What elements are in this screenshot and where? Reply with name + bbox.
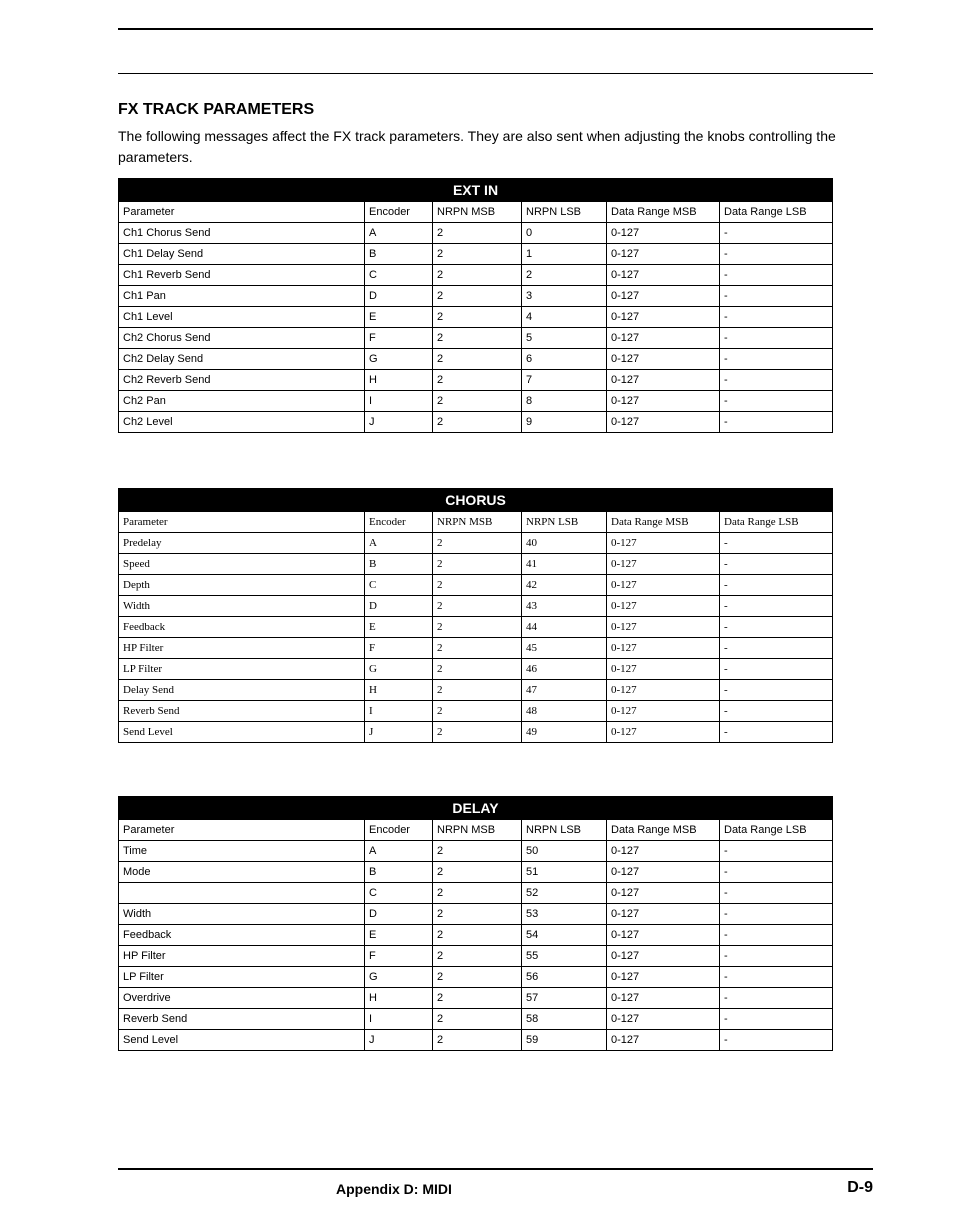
table-row bbox=[119, 967, 833, 988]
cell-encoder: H bbox=[365, 370, 433, 391]
cell-data-range-msb: 0-127 bbox=[607, 883, 720, 904]
table-header-row bbox=[119, 512, 833, 533]
cell-data-range-msb: 0-127 bbox=[607, 988, 720, 1009]
cell-data-range-lsb: - bbox=[720, 722, 833, 743]
header-rule-top bbox=[118, 28, 873, 30]
cell-nrpn-lsb: 57 bbox=[522, 988, 607, 1009]
cell-parameter: Ch2 Reverb Send bbox=[119, 370, 365, 391]
cell-parameter: LP Filter bbox=[119, 659, 365, 680]
cell-nrpn-lsb: 41 bbox=[522, 554, 607, 575]
cell-data-range-lsb: - bbox=[720, 286, 833, 307]
cell-data-range-lsb: - bbox=[720, 223, 833, 244]
cell-data-range-msb: 0-127 bbox=[607, 946, 720, 967]
table-title-row bbox=[119, 797, 833, 820]
cell-nrpn-msb: 2 bbox=[433, 904, 522, 925]
cell-nrpn-lsb: 54 bbox=[522, 925, 607, 946]
cell-parameter: Ch1 Chorus Send bbox=[119, 223, 365, 244]
cell-nrpn-msb: 2 bbox=[433, 946, 522, 967]
header-rule-bottom bbox=[118, 73, 873, 74]
cell-nrpn-msb: 2 bbox=[433, 370, 522, 391]
cell-encoder: E bbox=[365, 617, 433, 638]
cell-nrpn-msb: 2 bbox=[433, 554, 522, 575]
cell-data-range-lsb: - bbox=[720, 328, 833, 349]
cell-data-range-lsb: - bbox=[720, 307, 833, 328]
cell-parameter: HP Filter bbox=[119, 638, 365, 659]
column-header-nrpn-lsb: NRPN LSB bbox=[522, 512, 607, 533]
cell-encoder: F bbox=[365, 328, 433, 349]
cell-data-range-lsb: - bbox=[720, 925, 833, 946]
column-header-data-range-lsb: Data Range LSB bbox=[720, 512, 833, 533]
cell-data-range-lsb: - bbox=[720, 554, 833, 575]
cell-data-range-lsb: - bbox=[720, 638, 833, 659]
cell-data-range-msb: 0-127 bbox=[607, 596, 720, 617]
cell-data-range-lsb: - bbox=[720, 1030, 833, 1051]
cell-nrpn-msb: 2 bbox=[433, 286, 522, 307]
section-title: FX TRACK PARAMETERS bbox=[118, 101, 315, 118]
cell-data-range-msb: 0-127 bbox=[607, 680, 720, 701]
cell-encoder: A bbox=[365, 533, 433, 554]
footer-rule bbox=[118, 1168, 873, 1170]
cell-data-range-msb: 0-127 bbox=[607, 659, 720, 680]
cell-data-range-msb: 0-127 bbox=[607, 223, 720, 244]
cell-encoder: E bbox=[365, 307, 433, 328]
table-row bbox=[119, 904, 833, 925]
cell-parameter: Width bbox=[119, 904, 365, 925]
cell-encoder: I bbox=[365, 391, 433, 412]
table-row bbox=[119, 349, 833, 370]
table-row bbox=[119, 370, 833, 391]
cell-encoder: D bbox=[365, 596, 433, 617]
cell-data-range-msb: 0-127 bbox=[607, 925, 720, 946]
intro-paragraph: The following messages affect the FX track parameters. They are also sent when adjusting the knobs controlling the parameters. bbox=[118, 128, 836, 165]
footer-title: Appendix D: MIDI bbox=[336, 1181, 452, 1197]
table-title: EXT IN bbox=[119, 179, 833, 202]
cell-nrpn-lsb: 56 bbox=[522, 967, 607, 988]
cell-data-range-lsb: - bbox=[720, 391, 833, 412]
cell-nrpn-lsb: 3 bbox=[522, 286, 607, 307]
cell-nrpn-lsb: 58 bbox=[522, 1009, 607, 1030]
cell-nrpn-lsb: 43 bbox=[522, 596, 607, 617]
cell-nrpn-lsb: 51 bbox=[522, 862, 607, 883]
cell-encoder: E bbox=[365, 925, 433, 946]
cell-data-range-msb: 0-127 bbox=[607, 1030, 720, 1051]
cell-data-range-msb: 0-127 bbox=[607, 701, 720, 722]
cell-nrpn-msb: 2 bbox=[433, 722, 522, 743]
column-header-nrpn-lsb: NRPN LSB bbox=[522, 820, 607, 841]
cell-data-range-msb: 0-127 bbox=[607, 307, 720, 328]
cell-data-range-lsb: - bbox=[720, 862, 833, 883]
cell-nrpn-msb: 2 bbox=[433, 412, 522, 433]
cell-nrpn-msb: 2 bbox=[433, 307, 522, 328]
cell-nrpn-msb: 2 bbox=[433, 244, 522, 265]
cell-nrpn-lsb: 52 bbox=[522, 883, 607, 904]
cell-parameter: Ch2 Chorus Send bbox=[119, 328, 365, 349]
cell-nrpn-msb: 2 bbox=[433, 659, 522, 680]
cell-nrpn-lsb: 8 bbox=[522, 391, 607, 412]
table-title-row bbox=[119, 489, 833, 512]
cell-data-range-lsb: - bbox=[720, 596, 833, 617]
cell-data-range-msb: 0-127 bbox=[607, 617, 720, 638]
cell-data-range-lsb: - bbox=[720, 701, 833, 722]
cell-encoder: G bbox=[365, 659, 433, 680]
cell-data-range-msb: 0-127 bbox=[607, 412, 720, 433]
cell-nrpn-msb: 2 bbox=[433, 575, 522, 596]
cell-nrpn-lsb: 44 bbox=[522, 617, 607, 638]
table-row bbox=[119, 862, 833, 883]
ext-in-table bbox=[118, 178, 833, 433]
cell-parameter: Width bbox=[119, 596, 365, 617]
cell-nrpn-msb: 2 bbox=[433, 925, 522, 946]
cell-nrpn-lsb: 42 bbox=[522, 575, 607, 596]
cell-parameter: Send Level bbox=[119, 1030, 365, 1051]
cell-nrpn-msb: 2 bbox=[433, 1030, 522, 1051]
cell-parameter: Overdrive bbox=[119, 988, 365, 1009]
cell-data-range-lsb: - bbox=[720, 617, 833, 638]
cell-nrpn-msb: 2 bbox=[433, 349, 522, 370]
table-row bbox=[119, 701, 833, 722]
table-title-row bbox=[119, 179, 833, 202]
cell-data-range-msb: 0-127 bbox=[607, 841, 720, 862]
cell-parameter: Feedback bbox=[119, 925, 365, 946]
cell-data-range-msb: 0-127 bbox=[607, 554, 720, 575]
cell-nrpn-lsb: 1 bbox=[522, 244, 607, 265]
table-row bbox=[119, 265, 833, 286]
cell-encoder: G bbox=[365, 967, 433, 988]
column-header-data-range-msb: Data Range MSB bbox=[607, 512, 720, 533]
cell-data-range-lsb: - bbox=[720, 533, 833, 554]
cell-nrpn-msb: 2 bbox=[433, 596, 522, 617]
cell-data-range-msb: 0-127 bbox=[607, 862, 720, 883]
table-row bbox=[119, 286, 833, 307]
cell-nrpn-msb: 2 bbox=[433, 988, 522, 1009]
cell-nrpn-msb: 2 bbox=[433, 638, 522, 659]
column-header-nrpn-lsb: NRPN LSB bbox=[522, 202, 607, 223]
column-header-data-range-msb: Data Range MSB bbox=[607, 202, 720, 223]
column-header-nrpn-msb: NRPN MSB bbox=[433, 202, 522, 223]
cell-data-range-msb: 0-127 bbox=[607, 265, 720, 286]
cell-parameter: Ch1 Delay Send bbox=[119, 244, 365, 265]
cell-data-range-msb: 0-127 bbox=[607, 722, 720, 743]
cell-encoder: H bbox=[365, 988, 433, 1009]
table-title: DELAY bbox=[119, 797, 833, 820]
cell-data-range-msb: 0-127 bbox=[607, 967, 720, 988]
cell-nrpn-lsb: 48 bbox=[522, 701, 607, 722]
cell-data-range-msb: 0-127 bbox=[607, 349, 720, 370]
table-row bbox=[119, 328, 833, 349]
cell-encoder: B bbox=[365, 862, 433, 883]
cell-nrpn-msb: 2 bbox=[433, 391, 522, 412]
table-row bbox=[119, 925, 833, 946]
column-header-encoder: Encoder bbox=[365, 202, 433, 223]
cell-nrpn-msb: 2 bbox=[433, 223, 522, 244]
cell-parameter: Depth bbox=[119, 575, 365, 596]
cell-data-range-lsb: - bbox=[720, 883, 833, 904]
column-header-parameter: Parameter bbox=[119, 202, 365, 223]
cell-data-range-lsb: - bbox=[720, 988, 833, 1009]
table-header-row bbox=[119, 820, 833, 841]
table-row bbox=[119, 659, 833, 680]
chorus-table bbox=[118, 488, 833, 743]
column-header-parameter: Parameter bbox=[119, 512, 365, 533]
cell-encoder: G bbox=[365, 349, 433, 370]
column-header-data-range-msb: Data Range MSB bbox=[607, 820, 720, 841]
table-row bbox=[119, 883, 833, 904]
cell-nrpn-msb: 2 bbox=[433, 862, 522, 883]
table-row bbox=[119, 223, 833, 244]
cell-parameter: HP Filter bbox=[119, 946, 365, 967]
cell-data-range-lsb: - bbox=[720, 412, 833, 433]
table-row bbox=[119, 391, 833, 412]
cell-data-range-msb: 0-127 bbox=[607, 244, 720, 265]
table-row bbox=[119, 596, 833, 617]
cell-nrpn-msb: 2 bbox=[433, 841, 522, 862]
cell-parameter: Reverb Send bbox=[119, 701, 365, 722]
cell-parameter: Predelay bbox=[119, 533, 365, 554]
cell-encoder: A bbox=[365, 223, 433, 244]
cell-nrpn-lsb: 4 bbox=[522, 307, 607, 328]
cell-parameter: Mode bbox=[119, 862, 365, 883]
cell-nrpn-msb: 2 bbox=[433, 680, 522, 701]
cell-data-range-lsb: - bbox=[720, 946, 833, 967]
cell-nrpn-lsb: 40 bbox=[522, 533, 607, 554]
cell-nrpn-msb: 2 bbox=[433, 265, 522, 286]
cell-nrpn-lsb: 49 bbox=[522, 722, 607, 743]
cell-encoder: I bbox=[365, 1009, 433, 1030]
table-row bbox=[119, 988, 833, 1009]
table-row bbox=[119, 946, 833, 967]
cell-parameter bbox=[119, 883, 365, 904]
cell-nrpn-lsb: 5 bbox=[522, 328, 607, 349]
table-row bbox=[119, 533, 833, 554]
cell-data-range-lsb: - bbox=[720, 680, 833, 701]
cell-encoder: F bbox=[365, 946, 433, 967]
cell-nrpn-lsb: 2 bbox=[522, 265, 607, 286]
cell-parameter: Ch1 Level bbox=[119, 307, 365, 328]
column-header-data-range-lsb: Data Range LSB bbox=[720, 820, 833, 841]
cell-encoder: J bbox=[365, 722, 433, 743]
cell-data-range-lsb: - bbox=[720, 967, 833, 988]
table-row bbox=[119, 722, 833, 743]
cell-data-range-msb: 0-127 bbox=[607, 286, 720, 307]
cell-data-range-lsb: - bbox=[720, 349, 833, 370]
cell-encoder: C bbox=[365, 265, 433, 286]
cell-encoder: D bbox=[365, 286, 433, 307]
column-header-encoder: Encoder bbox=[365, 512, 433, 533]
cell-nrpn-msb: 2 bbox=[433, 883, 522, 904]
cell-parameter: Reverb Send bbox=[119, 1009, 365, 1030]
cell-data-range-lsb: - bbox=[720, 1009, 833, 1030]
column-header-nrpn-msb: NRPN MSB bbox=[433, 512, 522, 533]
cell-nrpn-lsb: 6 bbox=[522, 349, 607, 370]
cell-nrpn-lsb: 9 bbox=[522, 412, 607, 433]
cell-parameter: Ch2 Level bbox=[119, 412, 365, 433]
cell-parameter: Feedback bbox=[119, 617, 365, 638]
table-title: CHORUS bbox=[119, 489, 833, 512]
cell-data-range-msb: 0-127 bbox=[607, 1009, 720, 1030]
cell-parameter: Time bbox=[119, 841, 365, 862]
cell-encoder: H bbox=[365, 680, 433, 701]
cell-encoder: J bbox=[365, 412, 433, 433]
cell-nrpn-msb: 2 bbox=[433, 967, 522, 988]
cell-data-range-lsb: - bbox=[720, 659, 833, 680]
cell-nrpn-msb: 2 bbox=[433, 533, 522, 554]
cell-data-range-lsb: - bbox=[720, 265, 833, 286]
cell-data-range-lsb: - bbox=[720, 370, 833, 391]
column-header-nrpn-msb: NRPN MSB bbox=[433, 820, 522, 841]
table-row bbox=[119, 412, 833, 433]
cell-data-range-lsb: - bbox=[720, 904, 833, 925]
column-header-data-range-lsb: Data Range LSB bbox=[720, 202, 833, 223]
cell-parameter: Send Level bbox=[119, 722, 365, 743]
page-number: D-9 bbox=[847, 1179, 873, 1196]
table-row bbox=[119, 680, 833, 701]
table-row bbox=[119, 244, 833, 265]
cell-encoder: B bbox=[365, 244, 433, 265]
cell-nrpn-lsb: 47 bbox=[522, 680, 607, 701]
table-row bbox=[119, 1009, 833, 1030]
cell-encoder: C bbox=[365, 883, 433, 904]
table-row bbox=[119, 307, 833, 328]
cell-parameter: Ch1 Reverb Send bbox=[119, 265, 365, 286]
cell-nrpn-lsb: 53 bbox=[522, 904, 607, 925]
cell-parameter: Ch1 Pan bbox=[119, 286, 365, 307]
cell-encoder: I bbox=[365, 701, 433, 722]
cell-data-range-msb: 0-127 bbox=[607, 904, 720, 925]
cell-nrpn-lsb: 0 bbox=[522, 223, 607, 244]
cell-data-range-msb: 0-127 bbox=[607, 533, 720, 554]
cell-encoder: F bbox=[365, 638, 433, 659]
cell-parameter: Ch2 Pan bbox=[119, 391, 365, 412]
cell-parameter: Speed bbox=[119, 554, 365, 575]
cell-parameter: Delay Send bbox=[119, 680, 365, 701]
column-header-encoder: Encoder bbox=[365, 820, 433, 841]
cell-encoder: A bbox=[365, 841, 433, 862]
cell-parameter: LP Filter bbox=[119, 967, 365, 988]
table-row bbox=[119, 638, 833, 659]
cell-data-range-lsb: - bbox=[720, 244, 833, 265]
cell-data-range-msb: 0-127 bbox=[607, 575, 720, 596]
cell-nrpn-msb: 2 bbox=[433, 328, 522, 349]
column-header-parameter: Parameter bbox=[119, 820, 365, 841]
cell-nrpn-lsb: 7 bbox=[522, 370, 607, 391]
cell-nrpn-lsb: 55 bbox=[522, 946, 607, 967]
cell-data-range-msb: 0-127 bbox=[607, 638, 720, 659]
table-row bbox=[119, 554, 833, 575]
table-row bbox=[119, 575, 833, 596]
cell-nrpn-msb: 2 bbox=[433, 701, 522, 722]
cell-data-range-lsb: - bbox=[720, 575, 833, 596]
cell-data-range-msb: 0-127 bbox=[607, 391, 720, 412]
cell-nrpn-msb: 2 bbox=[433, 1009, 522, 1030]
cell-nrpn-lsb: 45 bbox=[522, 638, 607, 659]
table-row bbox=[119, 617, 833, 638]
cell-encoder: D bbox=[365, 904, 433, 925]
cell-nrpn-lsb: 59 bbox=[522, 1030, 607, 1051]
cell-parameter: Ch2 Delay Send bbox=[119, 349, 365, 370]
cell-data-range-msb: 0-127 bbox=[607, 370, 720, 391]
cell-encoder: B bbox=[365, 554, 433, 575]
cell-nrpn-msb: 2 bbox=[433, 617, 522, 638]
cell-data-range-msb: 0-127 bbox=[607, 328, 720, 349]
cell-encoder: J bbox=[365, 1030, 433, 1051]
table-header-row bbox=[119, 202, 833, 223]
table-row bbox=[119, 841, 833, 862]
table-row bbox=[119, 1030, 833, 1051]
cell-nrpn-lsb: 46 bbox=[522, 659, 607, 680]
cell-encoder: C bbox=[365, 575, 433, 596]
cell-data-range-lsb: - bbox=[720, 841, 833, 862]
delay-table bbox=[118, 796, 833, 1051]
cell-nrpn-lsb: 50 bbox=[522, 841, 607, 862]
